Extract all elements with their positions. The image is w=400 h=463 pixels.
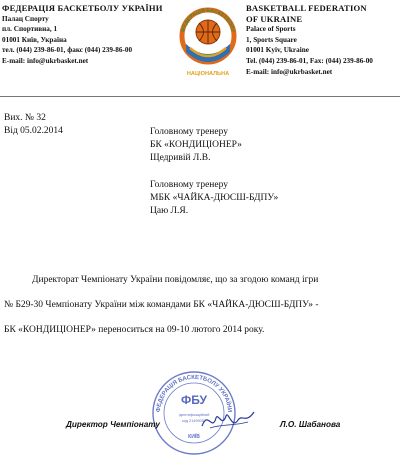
addressee-role: Головному тренеру: [150, 180, 228, 190]
letter-body: [4, 268, 396, 343]
letter-meta: [4, 112, 63, 138]
stamp-center-text: ФБУ: [180, 393, 208, 407]
logo-bottom-text: НАЦІОНАЛЬНА: [186, 71, 230, 77]
body-line: № Б29-30 Чемпіонату України між командами БК «ЧАЙКА-ДЮСШ-БДПУ» -: [4, 300, 319, 310]
addressee-name: Щедривій Л.В.: [150, 153, 211, 163]
stamp-ring-text: ФЕДЕРАЦІЯ БАСКЕТБОЛУ УКРАЇНИ: [155, 374, 233, 413]
address-line: 01001 Київ, Україна: [2, 35, 67, 44]
header-right-block: [246, 3, 400, 77]
logo-arc-text: ФЕДЕРАЦІЯ БАСКЕТБОЛУ: [180, 7, 236, 33]
federation-logo: [176, 2, 240, 80]
body-line: Директорат Чемпіонату України повідомляє, що за згодою команд ігри: [32, 275, 319, 285]
handwritten-signature: [198, 404, 258, 434]
address-line: Палац Спорту: [2, 14, 49, 23]
body-line: БК «КОНДИЦІОНЕР» переноситься на 09-10 лютого 2014 року.: [4, 325, 265, 335]
phone-line: тел. (044) 239-86-01, факс (044) 239-86-00: [2, 46, 133, 55]
header-left-block: [2, 3, 174, 67]
addressee-role: Головному тренеру: [150, 127, 228, 137]
federation-name-en: BASKETBALL FEDERATION: [246, 3, 367, 13]
address-line: пл. Спортивна, 1: [2, 25, 58, 34]
email-line: E-mail: info@ukrbasket.net: [2, 56, 89, 65]
letter-date: Від 05.02.2014: [4, 126, 63, 136]
phone-line: Tel. (044) 239-86-01, Fax: (044) 239-86-00: [246, 56, 373, 65]
addressee-block: [150, 179, 278, 218]
federation-name-en-2: OF UKRAINE: [246, 13, 303, 24]
email-line: E-mail: info@ukrbasket.net: [246, 67, 333, 76]
signatory-name: Л.О. Шабанова: [280, 420, 341, 429]
signatory-title: Директор Чемпіонату: [66, 420, 160, 429]
address-line: Palace of Sports: [246, 25, 296, 34]
ref-number: Вих. № 32: [4, 113, 46, 123]
addressee-block: [150, 126, 242, 165]
addressee-team: МБК «ЧАЙКА-ДЮСШ-БДПУ»: [150, 193, 279, 203]
header-divider: [0, 96, 400, 97]
addressee-team: БК «КОНДИЦІОНЕР»: [150, 140, 242, 150]
address-line: 01001 Kyiv, Ukraine: [246, 46, 309, 55]
stamp-small-text: код 21499057: [182, 419, 206, 423]
federation-name-ua: ФЕДЕРАЦІЯ БАСКЕТБОЛУ УКРАЇНИ: [2, 3, 163, 13]
addressee-name: Цаю Л.Я.: [150, 206, 189, 216]
stamp-bottom-text: КИЇВ: [188, 434, 200, 440]
stamp-small-text: Ідентифікаційний: [178, 413, 210, 417]
address-line: 1, Sports Square: [246, 35, 297, 44]
